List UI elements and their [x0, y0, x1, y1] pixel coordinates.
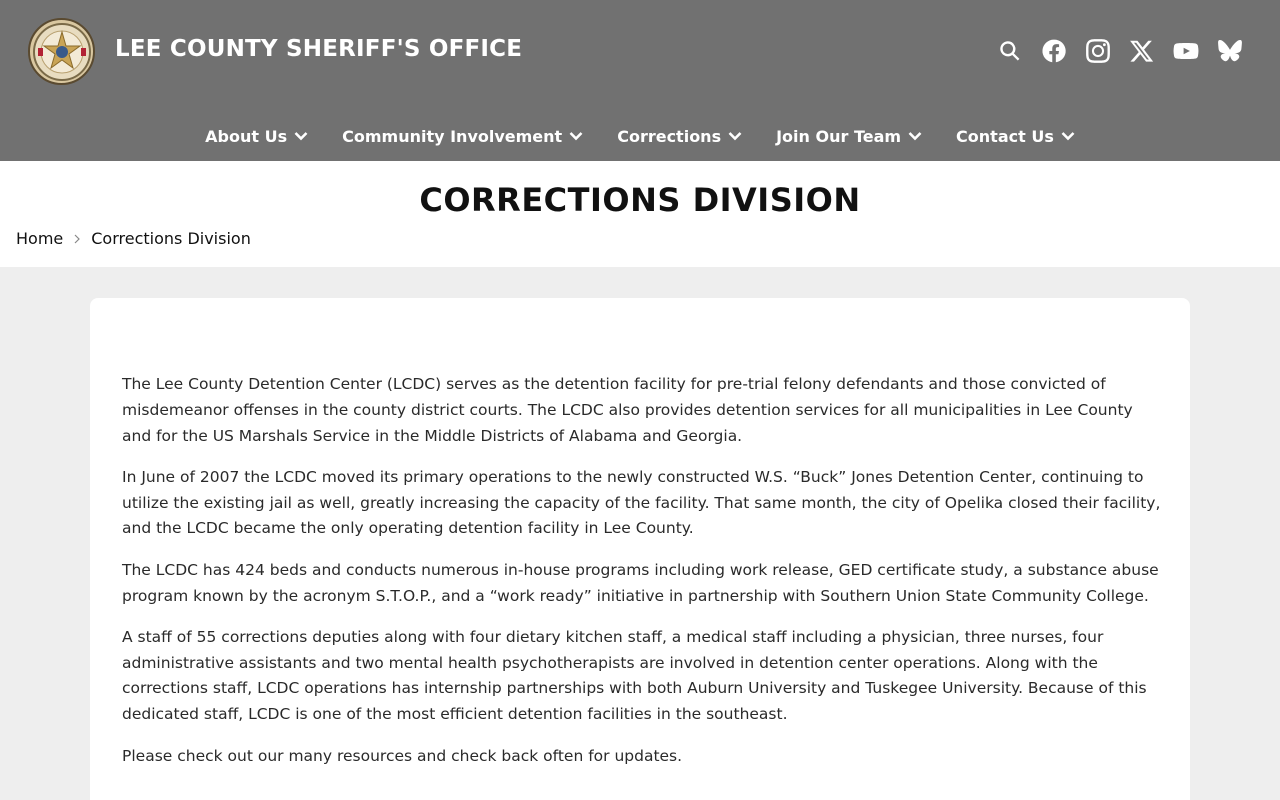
site-header	[0, 0, 1280, 161]
search-icon[interactable]	[988, 36, 1032, 66]
instagram-icon[interactable]	[1076, 36, 1120, 66]
chevron-right-icon	[73, 234, 81, 244]
chevron-down-icon	[728, 131, 742, 141]
article-body	[122, 372, 1162, 785]
paragraph: The Lee County Detention Center (LCDC) serves as the detention facility for pre-trial felony defendants and those convicted of misdemeanor offenses in the county district courts. The LCDC also provides detention services for all municipalities in Lee County and for the US Marshals Service in the Middle Districts of Alabama and Georgia.	[122, 375, 1133, 445]
paragraph: In June of 2007 the LCDC moved its primary operations to the newly constructed W.S. “Buck” Jones Detention Center, continuing to utilize the existing jail as well, greatly increasing the capacity of the facility. That same month, the city of Opelika closed their facility, and the LCDC became the only operating detention facility in Lee County.	[122, 467, 1161, 538]
site-title[interactable]: LEE COUNTY SHERIFF'S OFFICE	[115, 36, 523, 62]
nav-label: About Us	[205, 126, 288, 146]
sheriff-star-icon	[32, 22, 92, 82]
main-nav	[0, 118, 1280, 154]
facebook-icon[interactable]	[1032, 36, 1076, 66]
breadcrumb-current: Corrections Division	[91, 229, 251, 248]
breadcrumb-home-link[interactable]: Home	[16, 229, 64, 248]
youtube-icon[interactable]	[1164, 36, 1208, 66]
paragraph: A staff of 55 corrections deputies along with four dietary kitchen staff, a medical staff including a physician, three nurses, four administrative assistants and two mental health psychotherapists are involved in detention center operations. Along with the corrections staff, LCDC operations has internship partnerships with both Auburn University and Tuskegee University. Because of this dedicated staff, LCDC is one of the most efficient detention facilities in the southeast.	[122, 627, 1147, 724]
chevron-down-icon	[908, 131, 922, 141]
nav-label: Contact Us	[956, 126, 1054, 146]
nav-label: Corrections	[617, 126, 722, 146]
nav-community-involvement[interactable]	[325, 118, 600, 154]
chevron-down-icon	[294, 131, 308, 141]
sheriff-badge-logo[interactable]	[28, 18, 95, 85]
chevron-down-icon	[569, 131, 583, 141]
chevron-down-icon	[1061, 131, 1075, 141]
paragraph: Please check out our many resources and check back often for updates.	[122, 746, 683, 765]
breadcrumb	[16, 229, 251, 248]
nav-contact-us[interactable]	[939, 118, 1092, 154]
bluesky-icon[interactable]	[1208, 36, 1252, 66]
content-card	[90, 298, 1190, 800]
page-title-bar	[0, 161, 1280, 267]
social-links	[988, 36, 1252, 66]
paragraph: The LCDC has 424 beds and conducts numerous in-house programs including work release, GED certificate study, a substance abuse program known by the acronym S.T.O.P., and a “work ready” initiative in partnership with Southern Union State Community College.	[122, 560, 1159, 605]
nav-label: Join Our Team	[776, 126, 902, 146]
page-title: CORRECTIONS DIVISION	[419, 181, 861, 219]
nav-join-our-team[interactable]	[759, 118, 939, 154]
nav-corrections[interactable]	[600, 118, 759, 154]
nav-about-us[interactable]	[188, 118, 325, 154]
nav-label: Community Involvement	[342, 126, 563, 146]
x-icon[interactable]	[1120, 36, 1164, 66]
